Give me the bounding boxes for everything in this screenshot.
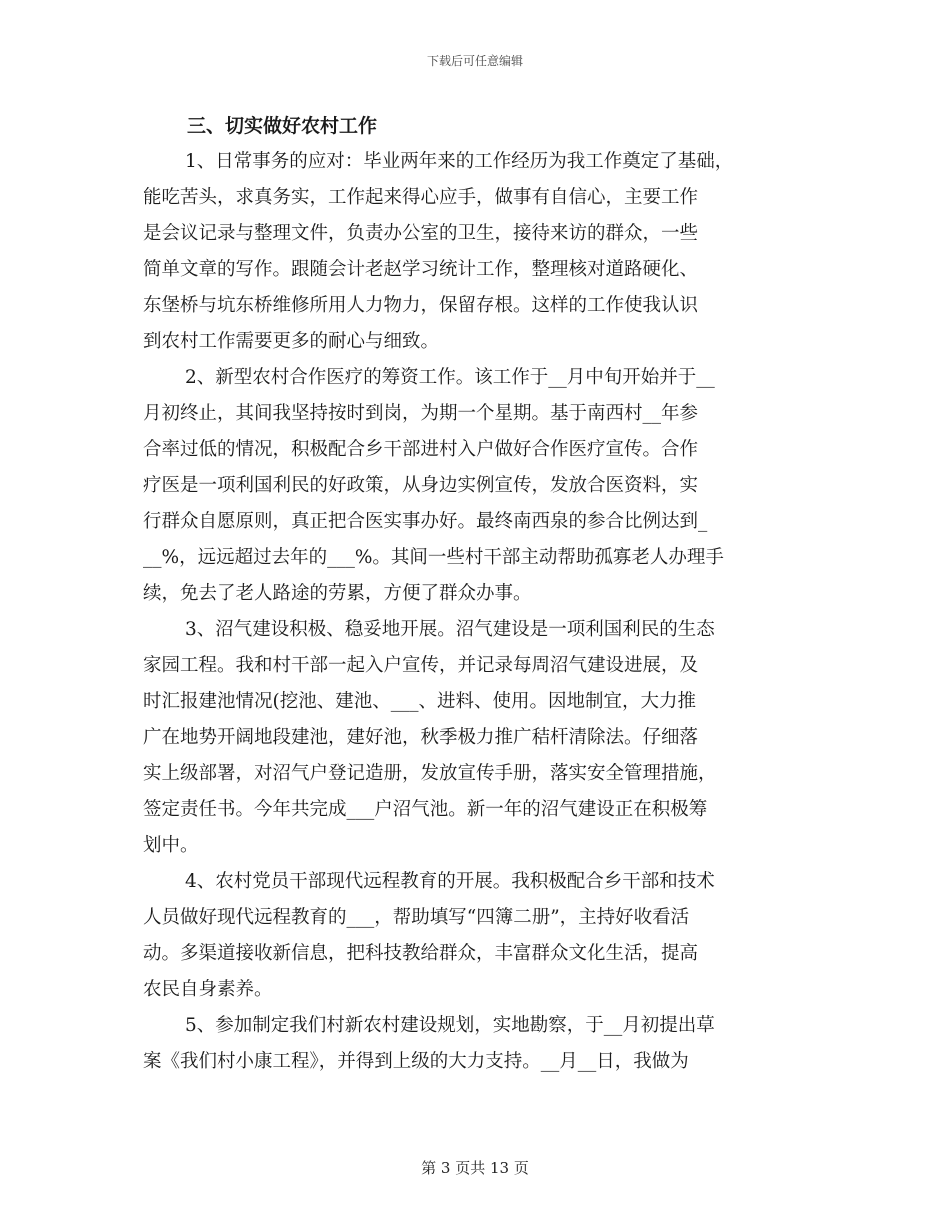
paragraph-line: 行群众自愿原则，真正把合医实事办好。最终南西泉的参合比例达到_ <box>143 511 708 532</box>
paragraph-line: 划中。 <box>143 835 199 856</box>
paragraph-line: 1、日常事务的应对：毕业两年来的工作经历为我工作奠定了基础， <box>185 151 734 172</box>
paragraph-line: 疗医是一项利国利民的好政策，从身边实例宣传，发放合医资料，实 <box>143 475 699 496</box>
paragraph-line: 简单文章的写作。跟随会计老赵学习统计工作，整理核对道路硬化、 <box>143 259 699 280</box>
paragraph-line: 是会议记录与整理文件，负责办公室的卫生，接待来访的群众，一些 <box>143 223 699 244</box>
paragraph-line: __%，远远超过去年的___%。其间一些村干部主动帮助孤寡老人办理手 <box>143 547 724 568</box>
paragraph-5 <box>143 1008 808 1080</box>
paragraph-1 <box>143 144 808 360</box>
paragraph-line: 动。多渠道接收新信息，把科技教给群众，丰富群众文化生活，提高 <box>143 943 699 964</box>
paragraph-line: 3、沼气建设积极、稳妥地开展。沼气建设是一项利国利民的生态 <box>185 619 715 640</box>
paragraph-line: 人员做好现代远程教育的___，帮助填写“四簿二册”，主持好收看活 <box>143 907 690 928</box>
paragraph-line: 广在地势开阔地段建池，建好池，秋季极力推广秸杆清除法。仔细落 <box>143 727 699 748</box>
paragraph-line: 家园工程。我和村干部一起入户宣传，并记录每周沼气建设进展，及 <box>143 655 699 676</box>
paragraph-line: 到农村工作需要更多的耐心与细致。 <box>143 331 440 352</box>
paragraph-line: 东堡桥与坑东桥维修所用人力物力，保留存根。这样的工作使我认识 <box>143 295 699 316</box>
paragraph-line: 农民自身素养。 <box>143 979 273 1000</box>
paragraph-4 <box>143 864 808 1008</box>
paragraph-line: 合率过低的情况，积极配合乡干部进村入户做好合作医疗宣传。合作 <box>143 439 699 460</box>
paragraph-line: 实上级部署，对沼气户登记造册，发放宣传手册，落实安全管理措施， <box>143 763 717 784</box>
section-title: 三、切实做好农村工作 <box>187 115 378 137</box>
paragraph-line: 4、农村党员干部现代远程教育的开展。我积极配合乡干部和技术 <box>185 871 715 892</box>
paragraph-line: 时汇报建池情况(挖池、建池、___、进料、使用。因地制宜，大力推 <box>143 691 696 712</box>
paragraph-line: 2、新型农村合作医疗的筹资工作。该工作于__月中旬开始并于__ <box>185 367 715 388</box>
paragraph-line: 续，免去了老人路途的劳累，方便了群众办事。 <box>143 583 532 604</box>
page-number-footer: 第 3 页共 13 页 <box>421 1159 529 1177</box>
document-body <box>143 108 808 1080</box>
paragraph-line: 签定责任书。今年共完成___户沼气池。新一年的沼气建设正在积极筹 <box>143 799 708 820</box>
page-header: 下载后可任意编辑 <box>426 54 523 68</box>
paragraph-line: 5、参加制定我们村新农村建设规划，实地勘察，于__月初提出草 <box>185 1015 715 1036</box>
paragraph-line: 能吃苦头，求真务实，工作起来得心应手，做事有自信心，主要工作 <box>143 187 699 208</box>
paragraph-3 <box>143 612 808 864</box>
paragraph-line: 案《我们村小康工程》，并得到上级的大力支持。__月__日，我做为 <box>143 1051 689 1072</box>
paragraph-2 <box>143 360 808 612</box>
paragraph-line: 月初终止，其间我坚持按时到岗，为期一个星期。基于南西村__年参 <box>143 403 699 424</box>
